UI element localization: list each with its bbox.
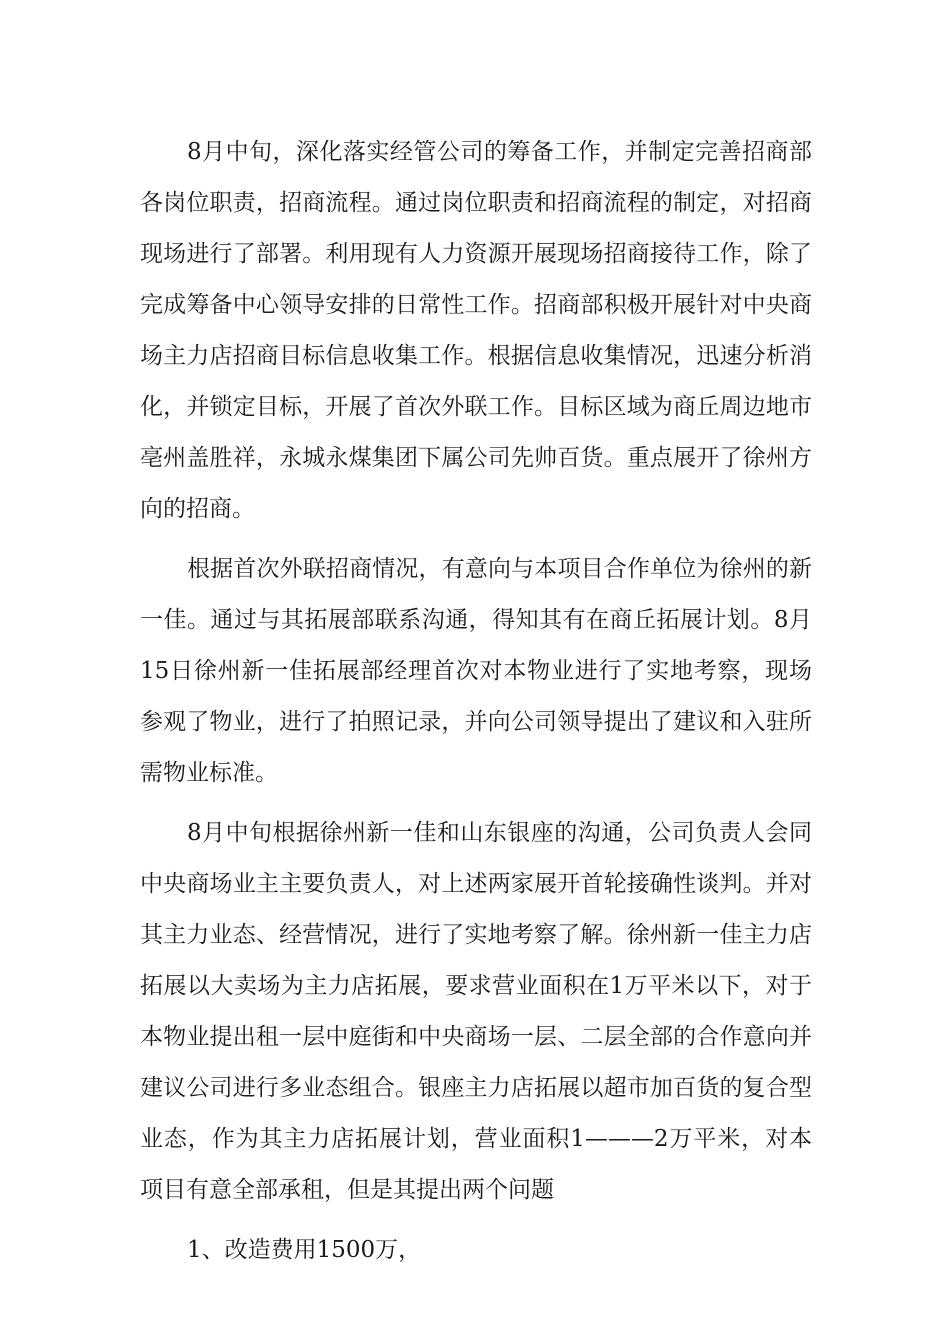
paragraph-negotiation: 8月中旬根据徐州新一佳和山东银座的沟通，公司负责人会同中央商场业主主要负责人，对上述两家展开首轮接确性谈判。并对其主力业态、经营情况，进行了实地考察了解。徐州新一佳主力店拓展以大卖场为主力店拓展，要求营业面积在1万平米以下，对于本物业提出租一层中庭街和中央商场一层、二层全部的合作意向并建议公司进行多业态组合。银座主力店拓展以超市加百货的复合型业态，作为其主力店拓展计划，营业面积1———2万平米，对本项目有意全部承租，但是其提出两个问题 (140, 820, 812, 1203)
document-body (140, 127, 812, 1276)
paragraph-recruitment-preparation: 8月中旬，深化落实经管公司的筹备工作，并制定完善招商部各岗位职责，招商流程。通过岗位职责和招商流程的制定，对招商现场进行了部署。利用现有人力资源开展现场招商接待工作，除了完成筹备中心领导安排的日常性工作。招商部积极开展针对中央商场主力店招商目标信息收集工作。根据信息收集情况，迅速分析消化，并锁定目标，开展了首次外联工作。目标区域为商丘周边地市亳州盖胜祥，永城永煤集团下属公司先帅百货。重点展开了徐州方向的招商。 (140, 139, 812, 522)
paragraph-xinyijia-visit: 根据首次外联招商情况，有意向与本项目合作单位为徐州的新一佳。通过与其拓展部联系沟通，得知其有在商丘拓展计划。8月15日徐州新一佳拓展部经理首次对本物业进行了实地考察，现场参观了物业，进行了拍照记录，并向公司领导提出了建议和入驻所需物业标准。 (140, 556, 812, 786)
paragraph-issue-1: 1、改造费用1500万， (187, 1237, 422, 1263)
